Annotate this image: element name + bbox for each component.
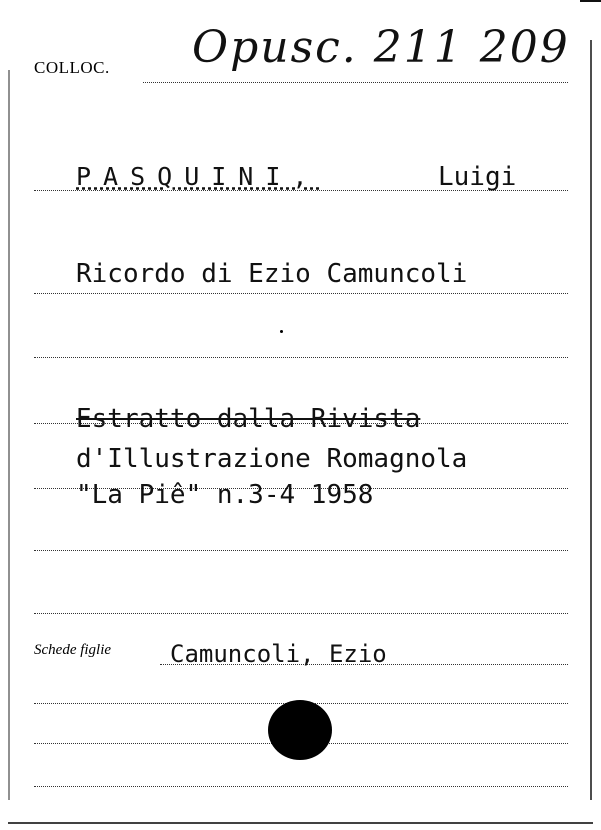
author-name: Luigi — [438, 162, 517, 192]
ink-speck — [280, 330, 283, 333]
title-text: Ricordo di Ezio Camuncoli — [76, 259, 468, 289]
extract-text-1: Estratto dalla Rivista — [76, 404, 421, 434]
punch-hole — [268, 700, 332, 760]
blank-line-6 — [34, 786, 568, 787]
schede-value: Camuncoli, Ezio — [170, 640, 387, 668]
blank-line-1 — [34, 357, 568, 358]
card-edge-left — [8, 70, 12, 800]
blank-line-2 — [34, 550, 568, 551]
extract-text-3: "La Piê" n.3-4 1958 — [76, 480, 374, 510]
colloc-line — [143, 82, 568, 83]
card-edge-right — [590, 40, 594, 800]
schede-label: Schede figlie — [34, 642, 112, 658]
extract-text-2: d'Illustrazione Romagnola — [76, 444, 468, 474]
blank-line-3 — [34, 613, 568, 614]
title-line — [34, 293, 568, 294]
author-surname: PASQUINI, — [76, 162, 320, 191]
colloc-value: Opusc. 211 209 — [192, 22, 570, 73]
card-edge-top — [580, 0, 601, 6]
card-edge-bottom — [8, 822, 593, 826]
colloc-label: COLLOC. — [34, 58, 110, 77]
